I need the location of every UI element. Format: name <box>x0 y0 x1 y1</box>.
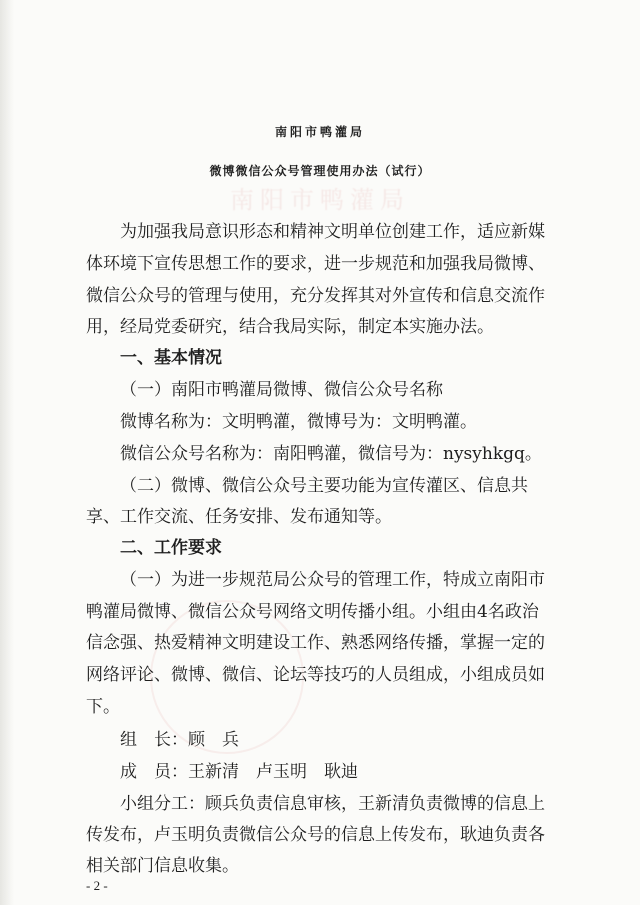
paragraph-line: 微博名称为：文明鸭灌，微博号为：文明鸭灌。 <box>120 412 477 432</box>
faded-seal-imprint: 南阳市鸭灌局 <box>230 186 410 214</box>
paragraph-line: 用，经局党委研究，结合我局实际，制定本实施办法。 <box>86 317 494 337</box>
paragraph-line: 微信公众号的管理与使用，充分发挥其对外宣传和信息交流作 <box>86 286 545 306</box>
document-title-line-2: 微博微信公众号管理使用办法（试行） <box>209 164 431 178</box>
paragraph-line: 为加强我局意识形态和精神文明单位创建工作，适应新媒 <box>120 222 545 242</box>
paragraph-line: 小组分工：顾兵负责信息审核，王新清负责微博的信息上 <box>120 794 545 814</box>
section-heading-basic-info: 一、基本情况 <box>120 348 222 368</box>
paragraph-line: 下。 <box>86 697 120 717</box>
paragraph-line: 网络评论、微博、微信、论坛等技巧的人员组成，小组成员如 <box>86 665 545 685</box>
paragraph-line: 微信公众号名称为：南阳鸭灌，微信号为：nysyhkgq。 <box>120 444 542 464</box>
paragraph-line: 鸭灌局微博、微信公众号网络文明传播小组。小组由4名政治 <box>86 602 539 622</box>
paragraph-line: 体环境下宣传思想工作的要求，进一步规范和加强我局微博、 <box>86 254 545 274</box>
team-members-line: 成 员：王新清 卢玉明 耿迪 <box>120 762 358 782</box>
paragraph-line: 传发布，卢玉明负责微信公众号的信息上传发布，耿迪负责各 <box>86 825 545 845</box>
paragraph-line: （一）南阳市鸭灌局微博、微信公众号名称 <box>120 380 443 400</box>
page-number: - 2 - <box>86 878 108 893</box>
paragraph-line: （二）微博、微信公众号主要功能为宣传灌区、信息共 <box>120 476 528 496</box>
section-heading-work-requirements: 二、工作要求 <box>120 538 222 558</box>
team-leader-line: 组 长：顾 兵 <box>120 730 239 750</box>
paragraph-line: 相关部门信息收集。 <box>86 856 239 876</box>
paragraph-line: （一）为进一步规范局公众号的管理工作，特成立南阳市 <box>120 570 545 590</box>
paragraph-line: 信念强、热爱精神文明建设工作、熟悉网络传播，掌握一定的 <box>86 633 545 653</box>
document-title-line-1: 南阳市鸭灌局 <box>274 125 365 139</box>
paragraph-line: 享、工作交流、任务安排、发布通知等。 <box>86 507 392 527</box>
